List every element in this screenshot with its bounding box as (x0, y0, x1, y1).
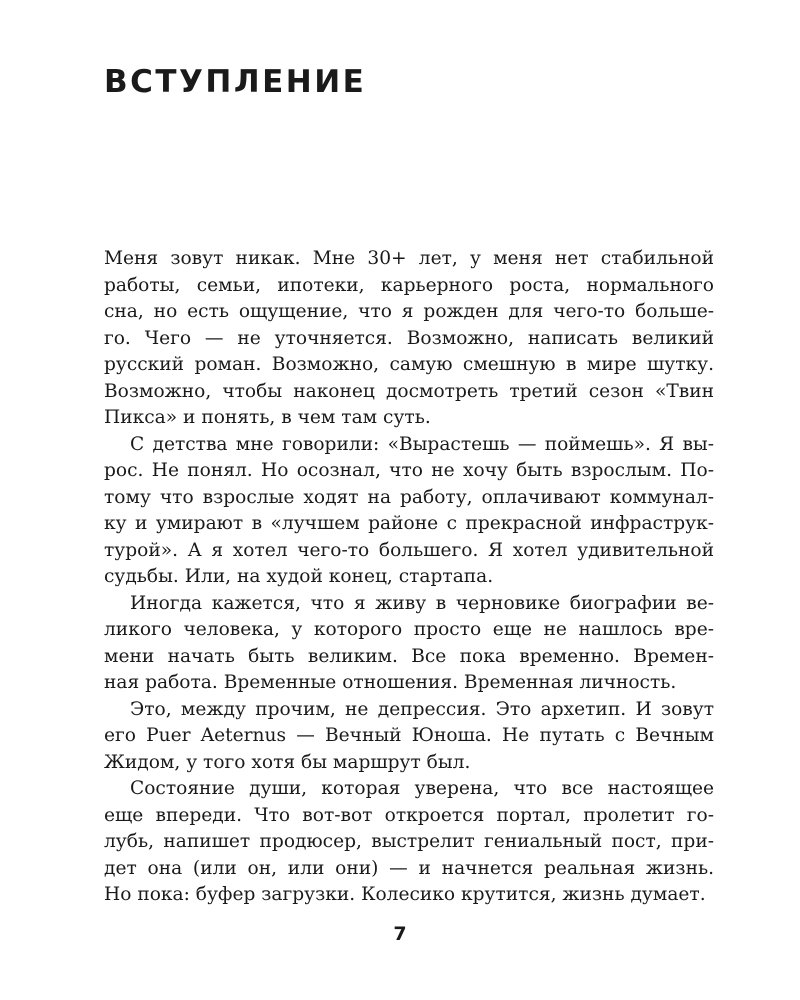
text-line: турой». А я хотел чего-то большего. Я хотел удивительной (104, 539, 714, 561)
text-line: Это, между прочим, не депрессия. Это архетип. И зовут (130, 698, 714, 720)
text-line: работы, семьи, ипотеки, карьерного роста, нормального (104, 274, 714, 296)
paragraph (104, 591, 714, 697)
text-line: рос. Не понял. Но осознал, что не хочу быть взрослым. По- (104, 460, 714, 481)
text-line: ликого человека, у которого просто еще не нашлось вре- (104, 619, 714, 640)
text-line: го. Чего — не уточняется. Возможно, написать великий (104, 327, 714, 349)
text-line: ная работа. Временные отношения. Временная личность. (104, 672, 677, 693)
text-line: ку и умирают в «лучшем районе с прекрасной инфраструк- (104, 513, 714, 534)
paragraph (104, 432, 714, 591)
text-line: мени начать быть великим. Все пока временно. Времен- (104, 645, 714, 667)
text-line: Состояние души, которая уверена, что все настоящее (130, 778, 714, 799)
text-line: еще впереди. Что вот-вот откроется портал, пролетит го- (104, 804, 714, 826)
page-number: 7 (393, 923, 407, 945)
text-line: дет она (или он, или они) — и начнется реальная жизнь. (104, 857, 714, 879)
paragraph (104, 246, 714, 432)
text-line: Иногда кажется, что я живу в черновике биографии ве- (130, 592, 714, 614)
chapter-title: ВСТУПЛЕНИЕ (104, 64, 367, 100)
text-line: лубь, напишет продюсер, выстрелит гениальный пост, при- (104, 831, 714, 852)
paragraph (104, 776, 714, 909)
text-line: сна, но есть ощущение, что я рожден для чего-то больше- (104, 301, 714, 322)
text-line: Меня зовут никак. Мне 30+ лет, у меня нет стабильной (104, 248, 714, 269)
text-line: Возможно, чтобы наконец досмотреть третий сезон «Твин (104, 380, 714, 402)
text-line: С детства мне говорили: «Вырастешь — поймешь». Я вы- (130, 433, 714, 455)
body-text (104, 246, 714, 909)
text-line: Жидом, у того хотя бы маршрут был. (104, 751, 471, 773)
text-line: судьбы. Или, на худой конец, стартапа. (104, 566, 494, 587)
text-line: тому что взрослые ходят на работу, оплачивают коммунал- (104, 486, 714, 508)
paragraph (104, 697, 714, 777)
text-line: Пикса» и понять, в чем там суть. (104, 407, 431, 428)
text-line: его Puer Aeternus — Вечный Юноша. Не путать с Вечным (104, 725, 714, 746)
text-line: русский роман. Возможно, самую смешную в мире шутку. (104, 354, 714, 375)
text-line: Но пока: буфер загрузки. Колесико крутится, жизнь думает. (104, 884, 706, 905)
